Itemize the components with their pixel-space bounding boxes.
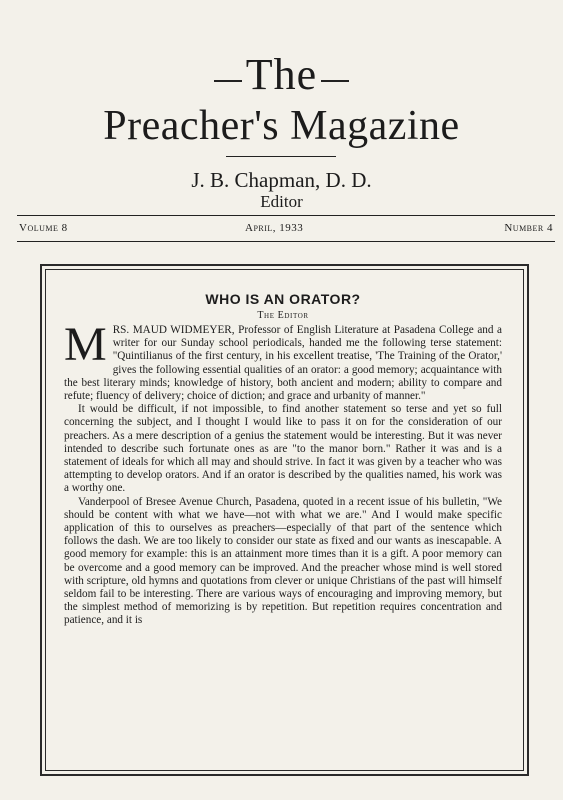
article: [64, 290, 502, 628]
article-paragraph-1: [64, 318, 502, 403]
article-paragraph-2: It would be difficult, if not impossible, to find another statement so terse and yet so full concerning the subject, and I thought I would like to pass it on for the consideration of our preachers. As a mere description of a genius the statement would be interesting. But it was never intended to describe such fortunate ones as are "to the manor born." Rather it was and is a statement of ideals for which all may and should strive. In fact it was given by a teacher who was attempting to develop orators. And if an orator is described by the qualities named, his work was a worthy one.: [64, 403, 502, 495]
article-paragraph-3: Vanderpool of Bresee Avenue Church, Pasadena, quoted in a recent issue of his bulletin, "We should be content with what we have—not with what we are." And I would make specific application of this to ourselves as preachers—especially of that part of the sentence which follows the dash. We are too likely to consider our state as fixed and our wants as inescapable. A good memory for example: this is an attainment more times than it is a gift. A poor memory can be overcome and a good memory can be improved. And the preacher whose mind is well stored with scripture, old hymns and quotations from clever or unique Christians of the past will himself seldom fail to be interesting. There are various ways of encouraging and improving memory, but the simplest method of memorizing is by repetition. But repetition requires concentration and patience, and it is: [64, 495, 502, 627]
masthead-the-row: [0, 50, 563, 100]
masthead-the: The: [245, 50, 318, 99]
issue-bar: [17, 215, 555, 242]
masthead-divider: [226, 156, 336, 157]
drop-cap: M: [64, 318, 107, 371]
paragraph-1-text: RS. MAUD WIDMEYER, Professor of English Literature at Pasadena College and a writer for our Sunday school periodicals, handed me the following terse statement: "Quintilianus of the first century, in his excellent treatise, 'The Training of the Orator,' gives the following essential qualities of an orator: a good memory; acquaintance with the best literary minds; knowledge of history, both ancient and modern; ability to compare and refute; fluency of delivery; choice of diction; and grace and urbanity of manner.": [64, 324, 502, 403]
right-rule-dash: [321, 80, 349, 82]
issue-date: April, 1933: [245, 222, 304, 234]
editor-name: J. B. Chapman, D. D.: [191, 168, 372, 192]
volume-label: Volume 8: [19, 222, 68, 234]
magazine-title: Preacher's Magazine: [103, 103, 460, 149]
article-byline: The Editor: [257, 310, 309, 321]
article-title: WHO IS AN ORATOR?: [205, 291, 361, 307]
issue-number: Number 4: [504, 222, 553, 234]
left-rule-dash: [214, 80, 242, 82]
editor-role: Editor: [260, 192, 303, 211]
